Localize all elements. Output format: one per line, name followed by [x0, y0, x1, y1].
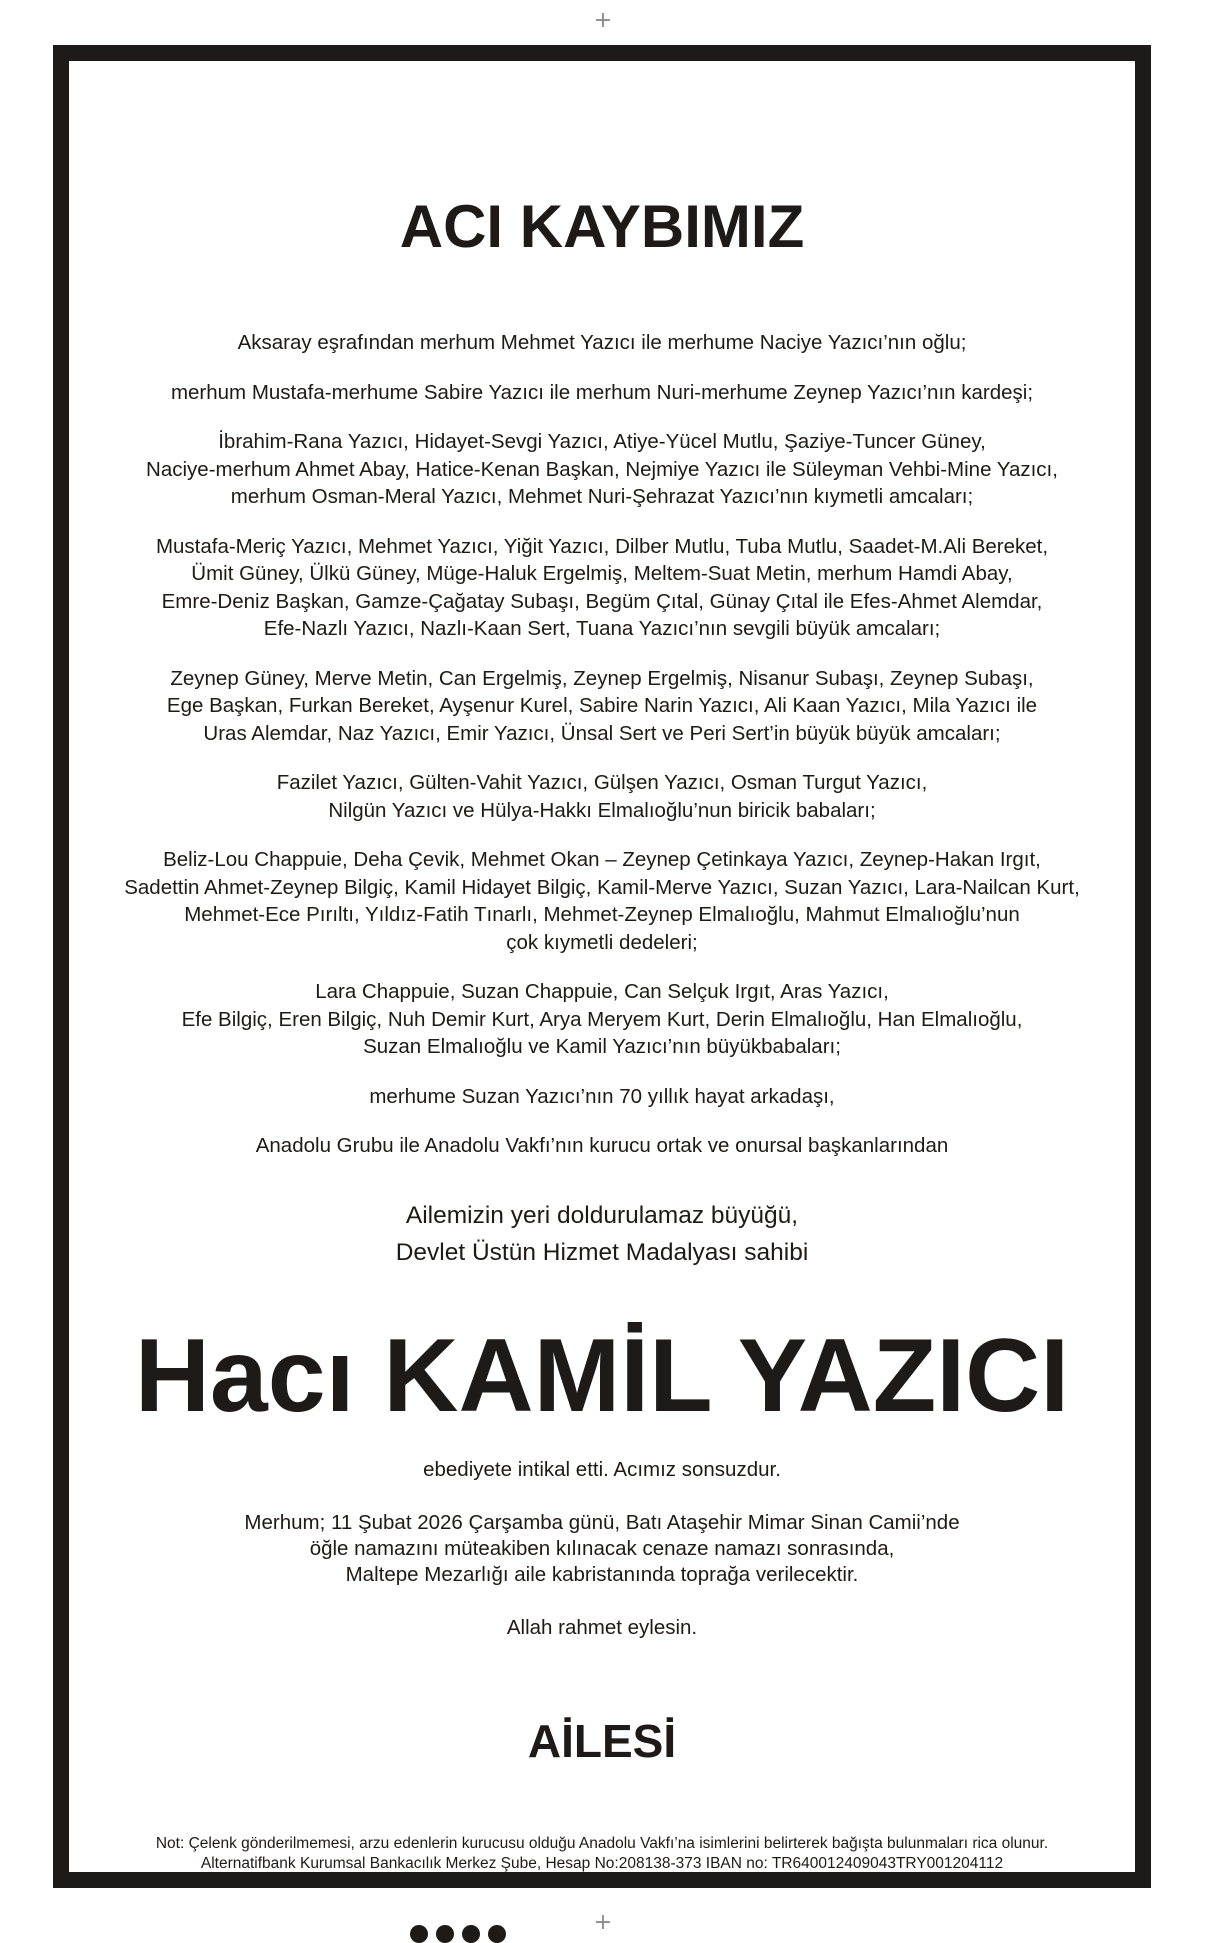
paragraph [69, 428, 1135, 511]
paragraph [69, 1510, 1135, 1588]
paragraph [69, 379, 1135, 407]
paragraph [69, 978, 1135, 1061]
crosshair-icon: + [593, 8, 613, 33]
text-line: Naciye-merhum Ahmet Abay, Hatice-Kenan Başkan, Nejmiye Yazıcı ile Süleyman Vehbi-Mine Yazıcı, [146, 457, 1058, 481]
text-line: çok kıymetli dedeleri; [506, 930, 698, 954]
signature: AİLESİ [527, 1715, 677, 1767]
text-line: merhum Osman-Meral Yazıcı, Mehmet Nuri-Şehrazat Yazıcı’nın kıymetli amcaları; [230, 485, 974, 508]
text-line: Efe-Nazlı Yazıcı, Nazlı-Kaan Sert, Tuana Yazıcı’nın sevgili büyük amcaları; [263, 617, 941, 640]
text-line: Anadolu Grubu ile Anadolu Vakfı’nın kurucu ortak ve onursal başkanlarından [255, 1134, 949, 1157]
paragraph [69, 533, 1135, 643]
text-line: Zeynep Güney, Merve Metin, Can Ergelmiş, Zeynep Ergelmiş, Nisanur Subaşı, Zeynep Subaşı, [170, 666, 1034, 690]
relations-text [69, 329, 1135, 1182]
crosshair-icon: + [593, 1910, 613, 1935]
text-line: Ege Başkan, Furkan Bereket, Ayşenur Kurel, Sabire Narin Yazıcı, Ali Kaan Yazıcı, Mila Yazıcı ile [166, 694, 1038, 717]
paragraph [69, 665, 1135, 748]
text-line: Mustafa-Meriç Yazıcı, Mehmet Yazıcı, Yiğit Yazıcı, Dilber Mutlu, Tuba Mutlu, Saadet-M.Ali Bereket, [155, 534, 1049, 558]
text-line: merhume Suzan Yazıcı’nın 70 yıllık hayat arkadaşı, [369, 1084, 835, 1108]
text-line: Fazilet Yazıcı, Gülten-Vahit Yazıcı, Gülşen Yazıcı, Osman Turgut Yazıcı, [276, 771, 928, 794]
text-line: Alternatifbank Kurumsal Bankacılık Merkez Şube, Hesap No:208138-373 IBAN no: TR640012409043TRY001204112 [200, 1855, 1004, 1872]
page-title: ACI KAYBIMIZ [399, 193, 805, 260]
text-line: Suzan Elmalıoğlu ve Kamil Yazıcı’nın büyükbabaları; [363, 1035, 841, 1058]
obituary-frame [53, 45, 1151, 1888]
text-line: Merhum; 11 Şubat 2026 Çarşamba günü, Batı Ataşehir Mimar Sinan Camii’nde [244, 1511, 960, 1534]
text-line: Beliz-Lou Chappuie, Deha Çevik, Mehmet Okan – Zeynep Çetinkaya Yazıcı, Zeynep-Hakan Irgıt, [163, 848, 1041, 871]
text-line: merhum Mustafa-merhume Sabire Yazıcı ile merhum Nuri-merhume Zeynep Yazıcı’nın kardeşi; [170, 380, 1034, 404]
text-line: Sadettin Ahmet-Zeynep Bilgiç, Kamil Hidayet Bilgiç, Kamil-Merve Yazıcı, Suzan Yazıcı, Lara-Nailcan Kurt, [124, 875, 1080, 899]
paragraph [69, 329, 1135, 357]
registration-dot-icon [436, 1925, 454, 1943]
announcement-text [69, 1457, 1135, 1668]
text-line: Devlet Üstün Hizmet Madalyası sahibi [395, 1239, 809, 1266]
deceased-name: Hacı KAMİL YAZICI [134, 1318, 1070, 1434]
registration-dots [410, 1925, 506, 1943]
paragraph [69, 1083, 1135, 1111]
text-line: Lara Chappuie, Suzan Chappuie, Can Selçuk Irgıt, Aras Yazıcı, [315, 980, 889, 1003]
paragraph [69, 1457, 1135, 1483]
registration-dot-icon [410, 1925, 428, 1943]
honor-text [69, 1197, 1135, 1271]
text-line: Efe Bilgiç, Eren Bilgiç, Nuh Demir Kurt, Arya Meryem Kurt, Derin Elmalıoğlu, Han Elmalıoğlu, [181, 1007, 1023, 1031]
text-line: ebediyete intikal etti. Acımız sonsuzdur. [423, 1458, 781, 1481]
text-line: Not: Çelenk gönderilmemesi, arzu edenlerin kurucusu olduğu Anadolu Vakfı’na isimlerini belirterek bağışta bulunmaları rica olunur. [155, 1835, 1049, 1852]
donation-note [69, 1834, 1135, 1874]
text-line: öğle namazını müteakiben kılınacak cenaze namazı sonrasında, [309, 1537, 895, 1560]
text-line: Allah rahmet eylesin. [506, 1616, 698, 1639]
text-line: İbrahim-Rana Yazıcı, Hidayet-Sevgi Yazıcı, Atiye-Yücel Mutlu, Şaziye-Tuncer Güney, [218, 430, 986, 453]
text-line: Nilgün Yazıcı ve Hülya-Hakkı Elmalıoğlu’nun biricik babaları; [328, 798, 876, 822]
text-line: Aksaray eşrafından merhum Mehmet Yazıcı ile merhume Naciye Yazıcı’nın oğlu; [237, 331, 967, 354]
paragraph [69, 846, 1135, 956]
text-line: Emre-Deniz Başkan, Gamze-Çağatay Subaşı, Begüm Çıtal, Günay Çıtal ile Efes-Ahmet Alemdar, [161, 589, 1043, 613]
paragraph [69, 1132, 1135, 1160]
text-line: Ümit Güney, Ülkü Güney, Müge-Haluk Ergelmiş, Meltem-Suat Metin, merhum Hamdi Abay, [191, 562, 1013, 585]
text-line: Mehmet-Ece Pırıltı, Yıldız-Fatih Tınarlı, Mehmet-Zeynep Elmalıoğlu, Mahmut Elmalıoğlu’nun [184, 903, 1020, 926]
registration-dot-icon [488, 1925, 506, 1943]
paragraph [69, 769, 1135, 824]
text-line: Uras Alemdar, Naz Yazıcı, Emir Yazıcı, Ünsal Sert ve Peri Sert’in büyük büyük amcaları; [203, 721, 1001, 745]
paragraph [69, 1615, 1135, 1641]
text-line: Ailemizin yeri doldurulamaz büyüğü, [405, 1202, 799, 1229]
registration-dot-icon [462, 1925, 480, 1943]
text-line: Maltepe Mezarlığı aile kabristanında toprağa verilecektir. [345, 1563, 859, 1586]
